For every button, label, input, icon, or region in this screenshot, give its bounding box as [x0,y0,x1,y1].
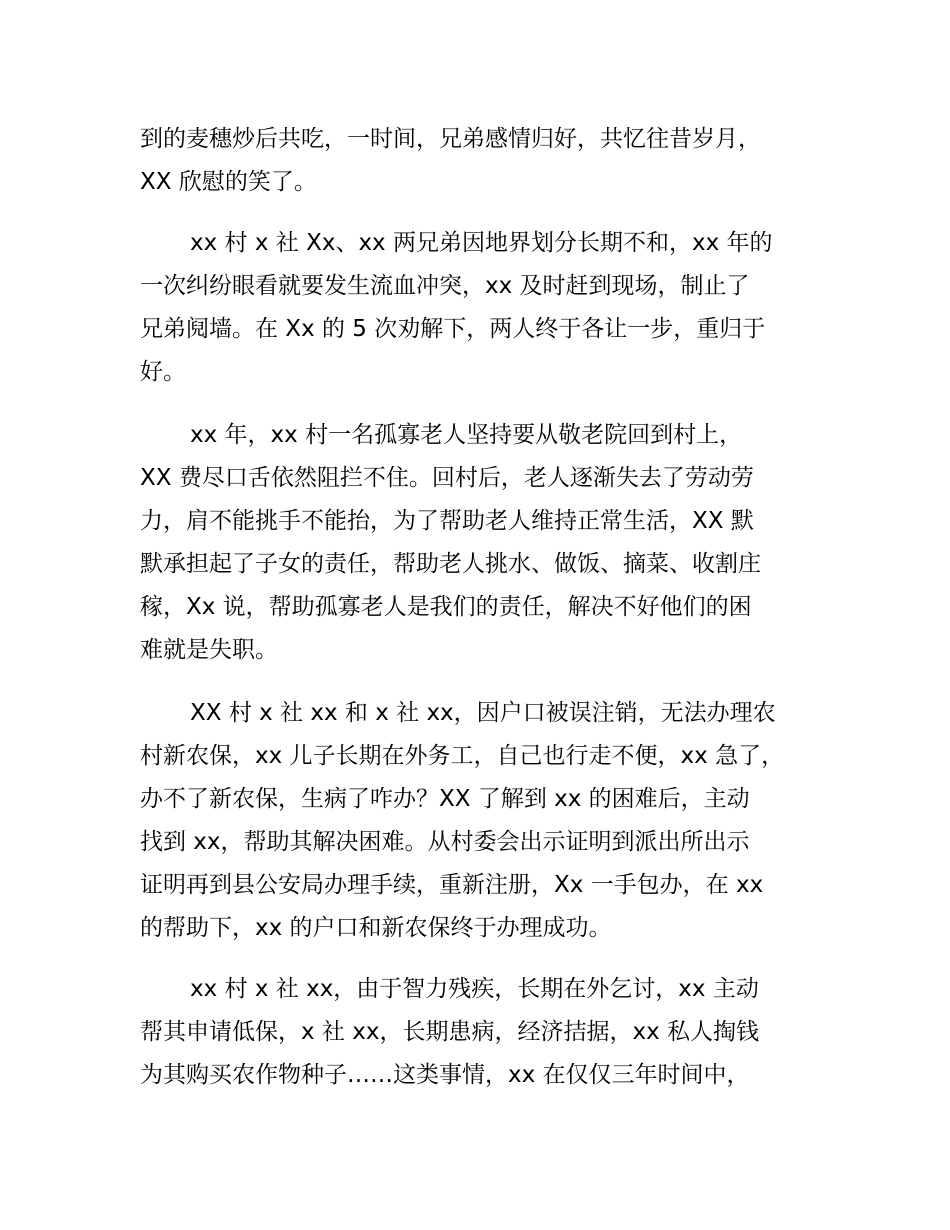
paragraph-5 [140,968,840,1097]
text-line: 办不了新农保，生病了咋办？XX 了解到 xx 的困难后，主动 [140,786,750,812]
text-line: 难就是失职。 [140,637,278,663]
text-line: 为其购买农作物种子……这类事情，xx 在仅仅三年时间中， [140,1062,750,1088]
text-line: 帮其申请低保，x 社 xx，长期患病，经济拮据，xx 私人掏钱 [140,1019,759,1045]
text-line: 一次纠纷眼看就要发生流血冲突，xx 及时赶到现场，制止了 [140,273,750,299]
text-line: 找到 xx，帮助其解决困难。从村委会出示证明到派出所出示 [140,829,750,855]
text-line: XX 费尽口舌依然阻拦不住。回村后，老人逐渐失去了劳动劳 [140,465,754,491]
paragraph-1 [140,118,840,204]
text-line: XX 欣慰的笑了。 [140,169,317,195]
text-line: 到的麦穗炒后共吃，一时间，兄弟感情归好，共忆往昔岁月， [140,126,761,152]
text-line: 兄弟阋墙。在 Xx 的 5 次劝解下，两人终于各让一步，重归于 [140,316,766,342]
text-line: 好。 [140,359,186,385]
text-line: xx 年，xx 村一名孤寡老人坚持要从敬老院回到村上， [190,422,743,448]
text-line: 稼，Xx 说，帮助孤寡老人是我们的责任，解决不好他们的困 [140,594,752,620]
paragraph-4 [140,692,840,950]
paragraph-2 [140,222,840,394]
text-line: XX 村 x 社 xx 和 x 社 xx，因户口被误注销，无法办理农 [190,700,776,726]
paragraph-3 [140,414,840,672]
text-line: xx 村 x 社 xx，由于智力残疾，长期在外乞讨，xx 主动 [190,976,759,1002]
text-line: 默承担起了子女的责任，帮助老人挑水、做饭、摘菜、收割庄 [140,551,761,577]
text-line: 村新农保，xx 儿子长期在外务工，自己也行走不便，xx 急了， [140,743,785,769]
text-line: xx 村 x 社 Xx、xx 两兄弟因地界划分长期不和，xx 年的 [190,230,773,256]
text-line: 力，肩不能挑手不能抬，为了帮助老人维持正常生活，XX 默 [140,508,754,534]
text-line: 的帮助下，xx 的户口和新农保终于办理成功。 [140,915,612,941]
text-line: 证明再到县公安局办理手续，重新注册，Xx 一手包办，在 xx [140,872,764,898]
